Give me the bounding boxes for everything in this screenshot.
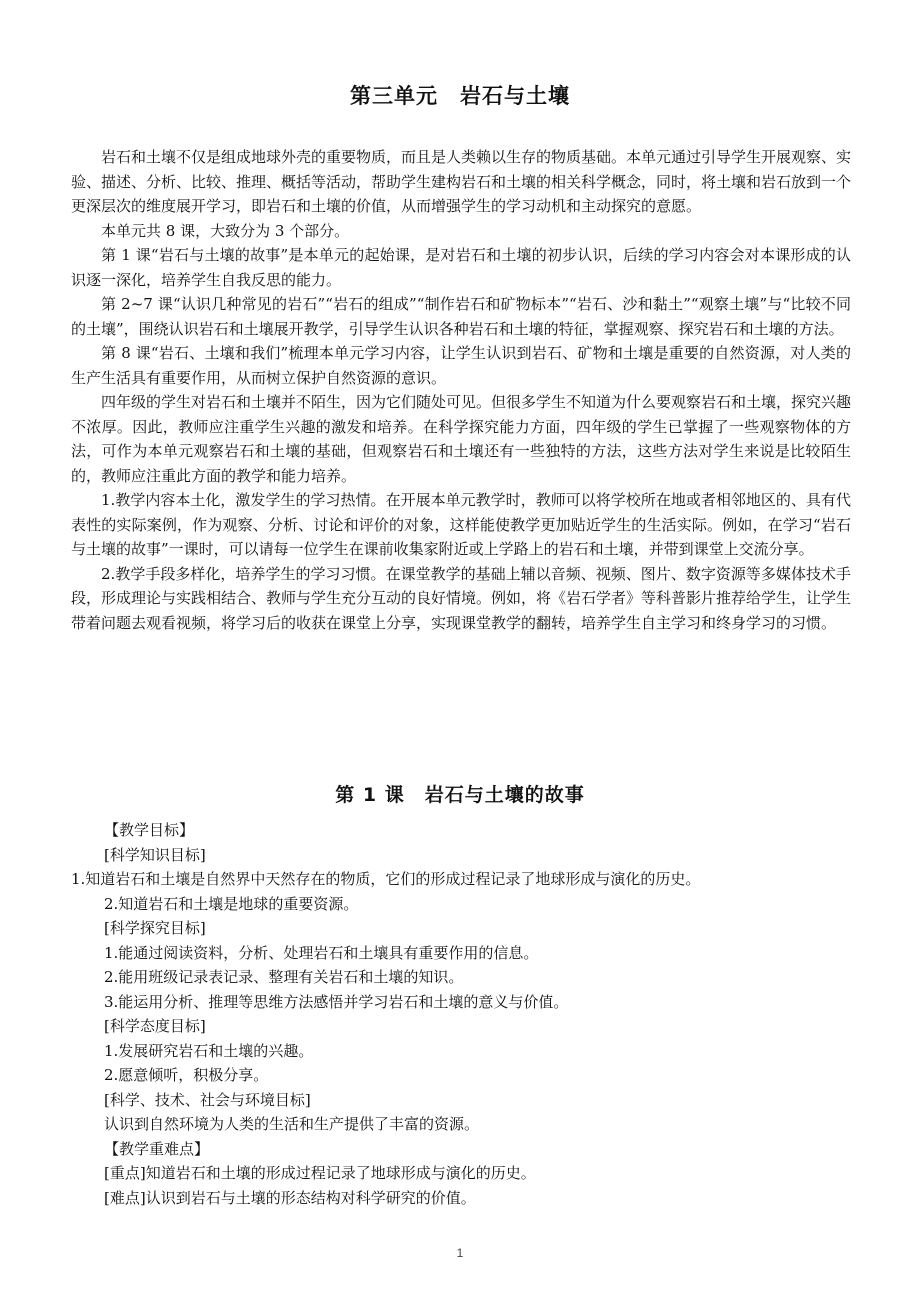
objective-item: 1.发展研究岩石和土壤的兴趣。 [104,1041,314,1060]
lesson-objectives [71,818,852,1210]
objective-item: 3.能运用分析、推理等思维方法感悟并学习岩石和土壤的意义与价值。 [104,992,569,1011]
intro-paragraph: 第 1 课“岩石与土壤的故事”是本单元的起始课，是对岩石和土壤的初步认识，后续的学习内容会对本课形成的认识逐一深化，培养学生自我反思的能力。 [71,246,851,289]
intro-paragraph: 四年级的学生对岩石和土壤并不陌生，因为它们随处可见。但很多学生不知道为什么要观察岩石和土壤，探究兴趣不浓厚。因此，教师应注重学生兴趣的激发和培养。在科学探究能力方面，四年级的学生已掌握了一些观察物体的方法，可作为本单元观察岩石和土壤的基础，但观察岩石和土壤还有一些独特的方法，这些方法对学生来说是比较陌生的，教师应注重此方面的教学和能力培养。 [71,393,852,485]
unit-title: 第三单元 岩石与土壤 [350,84,570,108]
subsection-heading: [科学态度目标] [104,1017,206,1035]
intro-paragraph: 第 2~7 课“认识几种常见的岩石”“岩石的组成”“制作岩石和矿物标本”“岩石、沙和黏土”“观察土壤”与“比较不同的土壤”，围绕认识岩石和土壤展开教学，引导学生认识各种岩石和土壤的特征，掌握观察、探究岩石和土壤的方法。 [71,295,851,338]
intro-paragraph: 2.教学手段多样化，培养学生的学习习惯。在课堂教学的基础上辅以音频、视频、图片、数字资源等多媒体技术手段，形成理论与实践相结合、教师与学生充分互动的良好情境。例如，将《岩石学者》等科普影片推荐给学生，让学生带着问题去观看视频，将学习后的收获在课堂上分享，实现课堂教学的翻转，培养学生自主学习和终身学习的习惯。 [71,564,852,632]
section-heading: 【教学重难点】 [104,1139,210,1158]
intro-paragraph: 第 8 课“岩石、土壤和我们”梳理本单元学习内容，让学生认识到岩石、矿物和土壤是重要的自然资源，对人类的生产生活具有重要作用，从而树立保护自然资源的意识。 [71,344,851,387]
difficult-point: [难点]认识到岩石与土壤的形态结构对科学研究的价值。 [104,1188,476,1207]
objective-item: 1.能通过阅读资料，分析、处理岩石和土壤具有重要作用的信息。 [104,943,539,962]
lesson-title: 第 1 课 岩石与土壤的故事 [335,784,585,806]
unit-introduction [71,145,851,635]
page-number: 1 [456,1246,464,1260]
intro-paragraph: 岩石和土壤不仅是组成地球外壳的重要物质，而且是人类赖以生存的物质基础。本单元通过引导学生开展观察、实验、描述、分析、比较、推理、概括等活动，帮助学生建构岩石和土壤的相关科学概念，同时，将土壤和岩石放到一个更深层次的维度展开学习，即岩石和土壤的价值，从而增强学生的学习动机和主动探究的意愿。 [71,148,852,215]
key-point: [重点]知道岩石和土壤的形成过程记录了地球形成与演化的历史。 [104,1164,536,1182]
subsection-heading: [科学知识目标] [104,845,206,864]
objective-item: 1.知道岩石和土壤是自然界中天然存在的物质，它们的形成过程记录了地球形成与演化的历史。 [71,870,701,888]
objective-item: 2.知道岩石和土壤是地球的重要资源。 [104,894,359,913]
objective-item: 认识到自然环境为人类的生活和生产提供了丰富的资源。 [104,1115,480,1133]
intro-paragraph: 本单元共 8 课，大致分为 3 个部分。 [101,221,350,240]
section-heading: 【教学目标】 [104,821,195,839]
objective-item: 2.能用班级记录表记录、整理有关岩石和土壤的知识。 [104,968,464,986]
objective-item: 2.愿意倾听，积极分享。 [104,1066,269,1084]
intro-paragraph: 1.教学内容本土化，激发学生的学习热情。在开展本单元教学时，教师可以将学校所在地或者相邻地区的、具有代表性的实际案例，作为观察、分析、讨论和评价的对象，这样能使教学更加贴近学生的生活实际。例如，在学习“岩石与土壤的故事”一课时，可以请每一位学生在课前收集家附近或上学路上的岩石和土壤，并带到课堂上交流分享。 [71,491,851,558]
subsection-heading: [科学探究目标] [104,919,206,937]
subsection-heading: [科学、技术、社会与环境目标] [104,1090,311,1109]
